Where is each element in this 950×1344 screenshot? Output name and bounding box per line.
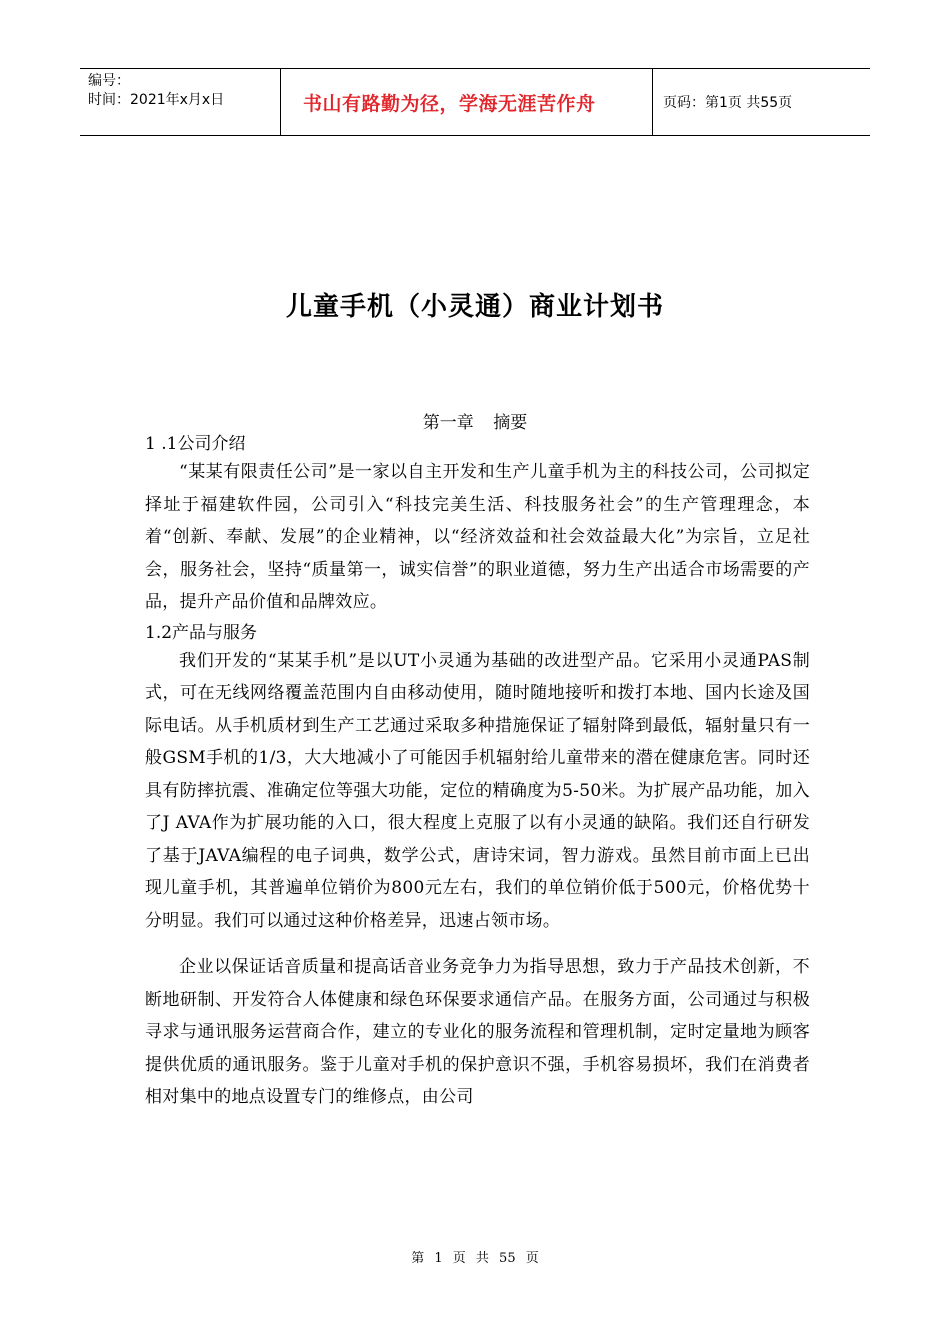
section-heading-products-services: 1.2产品与服务 xyxy=(145,622,258,643)
paragraph-spacer xyxy=(145,937,810,951)
header-motto: 书山有路勤为径，学海无涯苦作舟 xyxy=(281,69,653,135)
paragraph-company-intro: “某某有限责任公司”是一家以自主开发和生产儿童手机为主的科技公司，公司拟定择址于福建软件园，公司引入“科技完美生活、科技服务社会”的生产管理理念，本着“创新、奉献、发展”的企业精神，以“经济效益和社会效益最大化”为宗旨，立足社会，服务社会，坚持“质量第一，诚实信誉”的职业道德，努力生产出适合市场需要的产品，提升产品价值和品牌效应。 xyxy=(145,462,810,612)
section-heading-company-intro: 1 .1公司介绍 xyxy=(145,434,246,454)
document-body xyxy=(145,432,810,1114)
document-date: 时间：2021年x月x日 xyxy=(88,92,225,108)
header-meta-cell xyxy=(80,69,281,135)
chapter-title: 第一章 摘要 xyxy=(422,413,528,433)
header-table xyxy=(80,68,870,136)
paragraph-products: 我们开发的“某某手机”是以UT小灵通为基础的改进型产品。它采用小灵通PAS制式，可在无线网络覆盖范围内自由移动使用，随时随地接听和拨打本地、国内长途及国际电话。从手机质材到生产工艺通过采取多种措施保证了辐射降到最低，辐射量只有一般GSM手机的1/3，大大地减小了可能因手机辐射给儿童带来的潜在健康危害。同时还具有防摔抗震、准确定位等强大功能，定位的精确度为5-50米。为扩展产品功能，加入了J AVA作为扩展功能的入口，很大程度上克服了以有小灵通的缺陷。我们还自行研发了基于JAVA编程的电子词典，数学公式，唐诗宋词，智力游戏。虽然目前市面上已出现儿童手机，其普遍单位销价为800元左右，我们的单位销价低于500元，价格优势十分明显。我们可以通过这种价格差异，迅速占领市场。 xyxy=(145,650,810,931)
page-footer: 第 1 页 共 55 页 xyxy=(411,1251,539,1266)
document-number-label: 编号： xyxy=(88,73,130,89)
document-title: 儿童手机（小灵通）商业计划书 xyxy=(285,292,664,322)
header-page-info: 页码：第1页 共55页 xyxy=(663,95,793,111)
paragraph-services: 企业以保证话音质量和提高话音业务竞争力为指导思想，致力于产品技术创新，不断地研制、开发符合人体健康和绿色环保要求通信产品。在服务方面，公司通过与积极寻求与通讯服务运营商合作，建立的专业化的服务流程和管理机制，定时定量地为顾客提供优质的通讯服务。鉴于儿童对手机的保护意识不强，手机容易损坏，我们在消费者相对集中的地点设置专门的维修点，由公司 xyxy=(145,957,810,1107)
